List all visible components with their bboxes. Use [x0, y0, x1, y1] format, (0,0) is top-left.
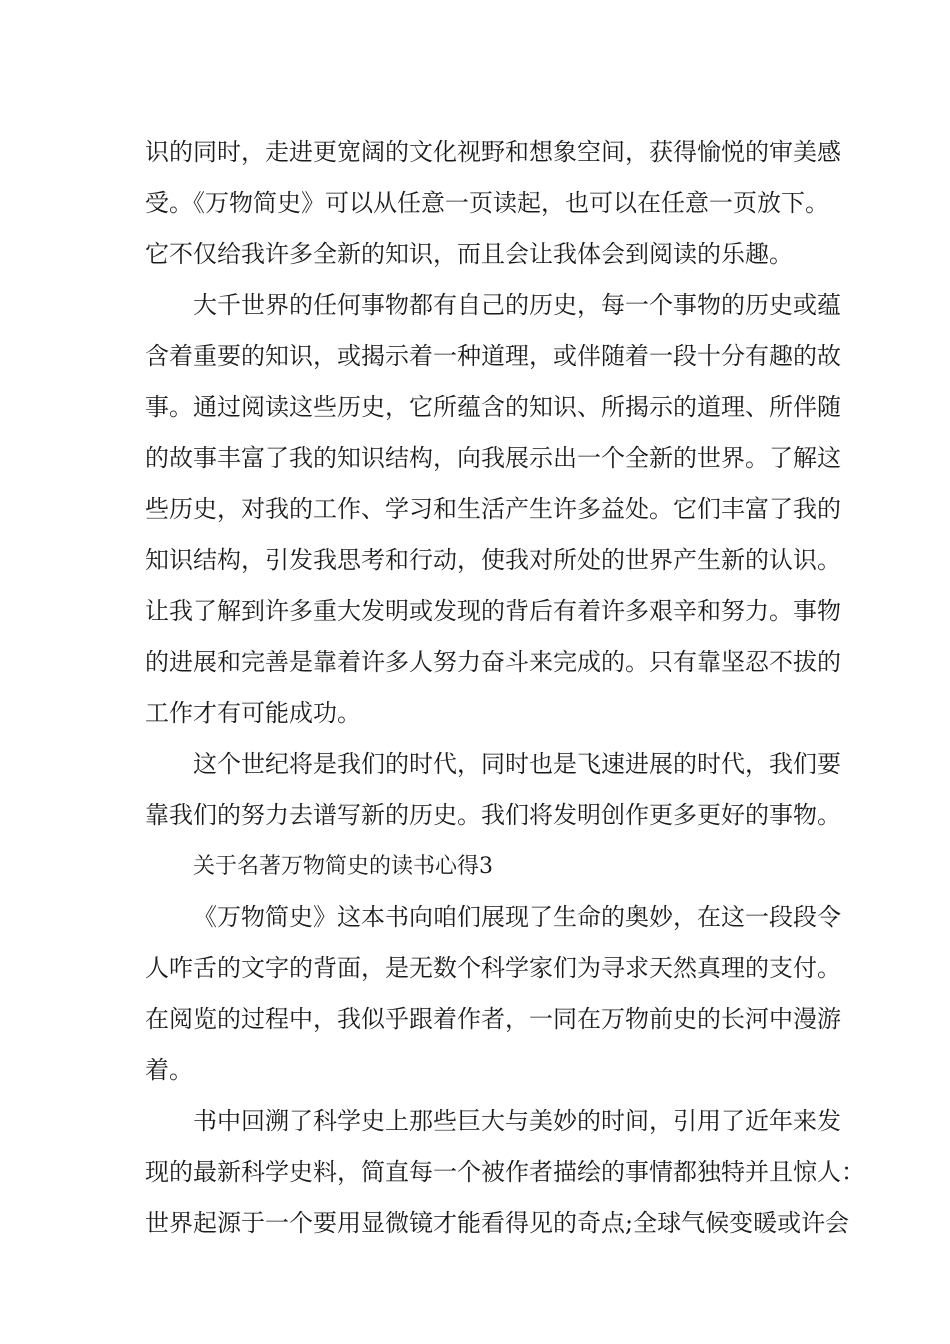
- text-line: 世界起源于一个要用显微镜才能看得见的奇点;全球气候变暖或许会: [145, 1209, 850, 1237]
- text-line: 受。《万物简史》可以从任意一页读起，也可以在任意一页放下。: [145, 189, 829, 217]
- paragraph-start-line: 《万物简史》这本书向咱们展现了生命的奥妙，在这一段段令: [193, 903, 841, 931]
- text-line: 工作才有可能成功。: [145, 699, 361, 727]
- text-line: 事。通过阅读这些历史，它所蕴含的知识、所揭示的道理、所伴随: [145, 393, 841, 421]
- paragraph-start-line: 大千世界的任何事物都有自己的历史，每一个事物的历史或蕴: [193, 291, 841, 319]
- body-text: [145, 127, 865, 1249]
- text-line: 识的同时，走进更宽阔的文化视野和想象空间，获得愉悦的审美感: [145, 138, 841, 166]
- paragraph-start-line: 这个世纪将是我们的时代，同时也是飞速进展的时代，我们要: [193, 750, 841, 778]
- text-line: 人咋舌的文字的背面，是无数个科学家们为寻求天然真理的支付。: [145, 954, 841, 982]
- text-line: 含着重要的知识，或揭示着一种道理，或伴随着一段十分有趣的故: [145, 342, 841, 370]
- text-line: 它不仅给我许多全新的知识，而且会让我体会到阅读的乐趣。: [145, 240, 793, 268]
- text-line: 的进展和完善是靠着许多人努力奋斗来完成的。只有靠坚忍不拔的: [145, 648, 841, 676]
- paragraph-start-line: 书中回溯了科学史上那些巨大与美妙的时间，引用了近年来发: [193, 1107, 841, 1135]
- text-line: 让我了解到许多重大发明或发现的背后有着许多艰辛和努力。事物: [145, 597, 841, 625]
- text-line: 的故事丰富了我的知识结构，向我展示出一个全新的世界。了解这: [145, 444, 841, 472]
- section-heading: 关于名著万物简史的读书心得3: [193, 854, 493, 879]
- text-line: 着。: [145, 1056, 193, 1084]
- text-line: 些历史，对我的工作、学习和生活产生许多益处。它们丰富了我的: [145, 495, 841, 523]
- text-line: 现的最新科学史料，简直每一个被作者描绘的事情都独特并且惊人：: [145, 1158, 865, 1186]
- text-line: 靠我们的努力去谱写新的历史。我们将发明创作更多更好的事物。: [145, 801, 841, 829]
- text-line: 知识结构，引发我思考和行动，使我对所处的世界产生新的认识。: [145, 546, 841, 574]
- text-line: 在阅览的过程中，我似乎跟着作者，一同在万物前史的长河中漫游: [145, 1005, 841, 1033]
